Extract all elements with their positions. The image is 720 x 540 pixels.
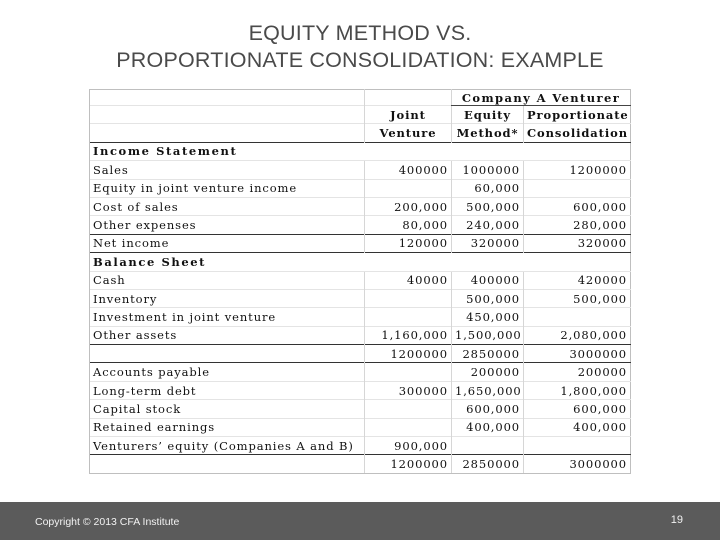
cell-joint-venture: 40000 <box>365 271 452 289</box>
col-header-proportionate-2: Consolidation <box>524 124 631 142</box>
cell-proportionate: 3000000 <box>524 345 631 363</box>
cell-proportionate: 3000000 <box>524 455 631 473</box>
table-row <box>90 179 631 197</box>
row-label: Venturers’ equity (Companies A and B) <box>90 437 365 455</box>
col-header-joint-venture-1: Joint <box>365 106 452 124</box>
row-label <box>90 455 365 473</box>
cell-joint-venture <box>365 418 452 436</box>
cell-equity-method <box>452 437 524 455</box>
cell-equity-method: 600,000 <box>452 400 524 418</box>
cell-proportionate <box>524 179 631 197</box>
row-label: Cash <box>90 271 365 289</box>
row-label: Other assets <box>90 326 365 344</box>
col-header-joint-venture-2: Venture <box>365 124 452 142</box>
header-group-row <box>90 90 631 106</box>
cell-equity-method: 500,000 <box>452 289 524 307</box>
row-label: Accounts payable <box>90 363 365 381</box>
cell-equity-method: 500,000 <box>452 197 524 215</box>
row-label <box>90 345 365 363</box>
cell-joint-venture <box>365 400 452 418</box>
cell-equity-method: 200000 <box>452 363 524 381</box>
cell-equity-method: 400000 <box>452 271 524 289</box>
table-row <box>90 271 631 289</box>
cell-equity-method: 60,000 <box>452 179 524 197</box>
table-row <box>90 363 631 381</box>
row-label: Cost of sales <box>90 197 365 215</box>
cell-equity-method: 240,000 <box>452 216 524 234</box>
cell-proportionate: 600,000 <box>524 400 631 418</box>
table-row <box>90 418 631 436</box>
row-label: Net income <box>90 234 365 252</box>
cell-joint-venture <box>365 289 452 307</box>
cell-equity-method: 450,000 <box>452 308 524 326</box>
cell-equity-method: 320000 <box>452 234 524 252</box>
table-row <box>90 161 631 179</box>
footer-bar <box>0 502 720 540</box>
row-label: Capital stock <box>90 400 365 418</box>
col-header-equity-method-2: Method* <box>452 124 524 142</box>
column-header-row-2 <box>90 124 631 142</box>
cell-joint-venture <box>365 363 452 381</box>
cell-joint-venture: 300000 <box>365 381 452 399</box>
row-label: Long-term debt <box>90 381 365 399</box>
table-row-liability-total <box>90 455 631 473</box>
col-header-proportionate-1: Proportionate <box>524 106 631 124</box>
cell-proportionate: 280,000 <box>524 216 631 234</box>
cell-proportionate: 400,000 <box>524 418 631 436</box>
cell-proportionate: 600,000 <box>524 197 631 215</box>
row-label: Inventory <box>90 289 365 307</box>
table-row <box>90 381 631 399</box>
cell-proportionate: 2,080,000 <box>524 326 631 344</box>
cell-proportionate: 420000 <box>524 271 631 289</box>
cell-equity-method: 2850000 <box>452 455 524 473</box>
table-row <box>90 437 631 455</box>
cell-joint-venture: 80,000 <box>365 216 452 234</box>
table-row-asset-total <box>90 345 631 363</box>
cell-joint-venture: 1200000 <box>365 345 452 363</box>
income-statement-heading: Income Statement <box>90 142 631 160</box>
cell-joint-venture <box>365 308 452 326</box>
cell-joint-venture: 400000 <box>365 161 452 179</box>
slide-title <box>0 20 720 74</box>
cell-equity-method: 1,650,000 <box>452 381 524 399</box>
table-row <box>90 197 631 215</box>
col-header-equity-method-1: Equity <box>452 106 524 124</box>
cell-equity-method: 400,000 <box>452 418 524 436</box>
balance-sheet-heading: Balance Sheet <box>90 253 631 271</box>
cell-proportionate: 500,000 <box>524 289 631 307</box>
cell-joint-venture: 120000 <box>365 234 452 252</box>
row-label: Other expenses <box>90 216 365 234</box>
cell-proportionate <box>524 437 631 455</box>
cell-proportionate: 320000 <box>524 234 631 252</box>
section-income-statement <box>90 142 631 160</box>
table-row <box>90 326 631 344</box>
copyright-text: Copyright © 2013 CFA Institute <box>35 516 180 528</box>
cell-joint-venture: 200,000 <box>365 197 452 215</box>
cell-proportionate: 1200000 <box>524 161 631 179</box>
row-label: Retained earnings <box>90 418 365 436</box>
financial-table-container <box>89 89 630 474</box>
cell-joint-venture: 1,160,000 <box>365 326 452 344</box>
cell-proportionate: 1,800,000 <box>524 381 631 399</box>
row-label: Sales <box>90 161 365 179</box>
column-header-row-1 <box>90 106 631 124</box>
company-a-venturer-header: Company A Venturer <box>452 90 631 106</box>
cell-proportionate: 200000 <box>524 363 631 381</box>
title-line-1: EQUITY METHOD VS. <box>248 21 472 45</box>
page-number: 19 <box>670 514 683 526</box>
table-row <box>90 216 631 234</box>
section-balance-sheet <box>90 253 631 271</box>
row-label: Investment in joint venture <box>90 308 365 326</box>
cell-equity-method: 1,500,000 <box>452 326 524 344</box>
table-row <box>90 289 631 307</box>
table-row <box>90 400 631 418</box>
financial-comparison-table <box>89 89 631 474</box>
cell-joint-venture: 900,000 <box>365 437 452 455</box>
cell-equity-method: 2850000 <box>452 345 524 363</box>
table-row-net-income <box>90 234 631 252</box>
cell-proportionate <box>524 308 631 326</box>
cell-joint-venture: 1200000 <box>365 455 452 473</box>
cell-equity-method: 1000000 <box>452 161 524 179</box>
row-label: Equity in joint venture income <box>90 179 365 197</box>
table-row <box>90 308 631 326</box>
cell-joint-venture <box>365 179 452 197</box>
title-line-2: PROPORTIONATE CONSOLIDATION: EXAMPLE <box>116 48 604 72</box>
